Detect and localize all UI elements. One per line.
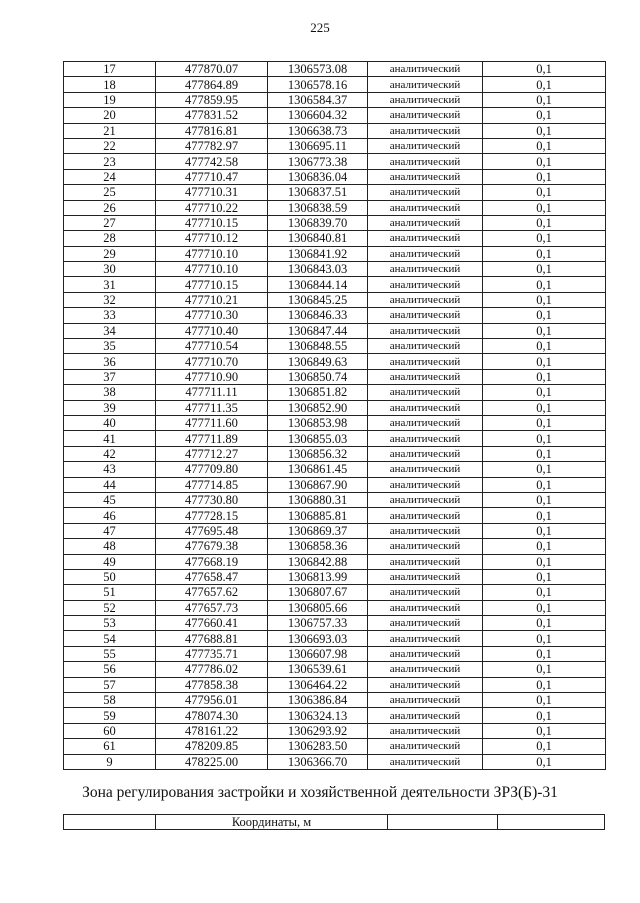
coord-x: 477735.71 bbox=[156, 646, 268, 661]
table-row bbox=[64, 693, 606, 708]
coord-x: 477711.11 bbox=[156, 385, 268, 400]
table-row bbox=[64, 554, 606, 569]
method: аналитический bbox=[368, 308, 483, 323]
point-number: 28 bbox=[64, 231, 156, 246]
method: аналитический bbox=[368, 369, 483, 384]
point-number: 27 bbox=[64, 215, 156, 230]
point-number: 17 bbox=[64, 62, 156, 77]
point-number: 31 bbox=[64, 277, 156, 292]
point-number: 22 bbox=[64, 138, 156, 153]
table-row bbox=[64, 415, 606, 430]
table-row bbox=[64, 600, 606, 615]
method: аналитический bbox=[368, 554, 483, 569]
coord-y: 1306837.51 bbox=[268, 185, 368, 200]
point-number: 60 bbox=[64, 723, 156, 738]
coord-x: 477658.47 bbox=[156, 569, 268, 584]
method: аналитический bbox=[368, 415, 483, 430]
coord-x: 477816.81 bbox=[156, 123, 268, 138]
accuracy: 0,1 bbox=[483, 339, 606, 354]
accuracy: 0,1 bbox=[483, 200, 606, 215]
coord-x: 477728.15 bbox=[156, 508, 268, 523]
coord-x: 477710.47 bbox=[156, 169, 268, 184]
coord-x: 477695.48 bbox=[156, 523, 268, 538]
coord-x: 477858.38 bbox=[156, 677, 268, 692]
coord-y: 1306846.33 bbox=[268, 308, 368, 323]
accuracy: 0,1 bbox=[483, 446, 606, 461]
coord-y: 1306848.55 bbox=[268, 339, 368, 354]
point-number: 34 bbox=[64, 323, 156, 338]
method: аналитический bbox=[368, 215, 483, 230]
coord-x: 477657.73 bbox=[156, 600, 268, 615]
coord-y: 1306843.03 bbox=[268, 262, 368, 277]
method: аналитический bbox=[368, 723, 483, 738]
point-number: 51 bbox=[64, 585, 156, 600]
method: аналитический bbox=[368, 662, 483, 677]
accuracy: 0,1 bbox=[483, 108, 606, 123]
accuracy: 0,1 bbox=[483, 415, 606, 430]
coord-y: 1306850.74 bbox=[268, 369, 368, 384]
coord-x: 477956.01 bbox=[156, 693, 268, 708]
coord-y: 1306607.98 bbox=[268, 646, 368, 661]
coord-x: 477709.80 bbox=[156, 462, 268, 477]
coord-x: 477710.10 bbox=[156, 246, 268, 261]
point-number: 33 bbox=[64, 308, 156, 323]
coord-x: 478161.22 bbox=[156, 723, 268, 738]
table-row bbox=[64, 539, 606, 554]
method: аналитический bbox=[368, 739, 483, 754]
accuracy: 0,1 bbox=[483, 631, 606, 646]
accuracy: 0,1 bbox=[483, 262, 606, 277]
table-row bbox=[64, 708, 606, 723]
coord-x: 477710.30 bbox=[156, 308, 268, 323]
coord-x: 477782.97 bbox=[156, 138, 268, 153]
table-row bbox=[64, 339, 606, 354]
table-row bbox=[64, 262, 606, 277]
coord-y: 1306539.61 bbox=[268, 662, 368, 677]
coord-x: 477710.15 bbox=[156, 215, 268, 230]
point-number: 49 bbox=[64, 554, 156, 569]
table-row bbox=[64, 646, 606, 661]
table-row bbox=[64, 354, 606, 369]
point-number: 43 bbox=[64, 462, 156, 477]
table-row bbox=[64, 431, 606, 446]
coord-x: 477660.41 bbox=[156, 616, 268, 631]
table-row bbox=[64, 154, 606, 169]
accuracy: 0,1 bbox=[483, 323, 606, 338]
coord-x: 477711.35 bbox=[156, 400, 268, 415]
accuracy: 0,1 bbox=[483, 539, 606, 554]
coord-y: 1306695.11 bbox=[268, 138, 368, 153]
coordinates-header-table bbox=[63, 814, 605, 830]
coord-x: 477710.54 bbox=[156, 339, 268, 354]
accuracy: 0,1 bbox=[483, 185, 606, 200]
table-row bbox=[64, 200, 606, 215]
coord-y: 1306858.36 bbox=[268, 539, 368, 554]
coord-y: 1306293.92 bbox=[268, 723, 368, 738]
page-number: 225 bbox=[310, 20, 330, 35]
accuracy: 0,1 bbox=[483, 600, 606, 615]
table-row bbox=[64, 92, 606, 107]
accuracy: 0,1 bbox=[483, 92, 606, 107]
coord-x: 477870.07 bbox=[156, 62, 268, 77]
method: аналитический bbox=[368, 569, 483, 584]
table-row bbox=[64, 508, 606, 523]
coord-x: 477668.19 bbox=[156, 554, 268, 569]
coord-y: 1306844.14 bbox=[268, 277, 368, 292]
method: аналитический bbox=[368, 262, 483, 277]
table-row bbox=[64, 616, 606, 631]
point-number: 54 bbox=[64, 631, 156, 646]
table-row bbox=[64, 477, 606, 492]
accuracy: 0,1 bbox=[483, 400, 606, 415]
method: аналитический bbox=[368, 246, 483, 261]
coord-y: 1306845.25 bbox=[268, 292, 368, 307]
accuracy: 0,1 bbox=[483, 616, 606, 631]
point-number: 48 bbox=[64, 539, 156, 554]
method: аналитический bbox=[368, 108, 483, 123]
method: аналитический bbox=[368, 462, 483, 477]
method: аналитический bbox=[368, 123, 483, 138]
table-row bbox=[64, 185, 606, 200]
coord-x: 477710.21 bbox=[156, 292, 268, 307]
method: аналитический bbox=[368, 385, 483, 400]
point-number: 20 bbox=[64, 108, 156, 123]
coord-x: 477710.15 bbox=[156, 277, 268, 292]
method: аналитический bbox=[368, 154, 483, 169]
method: аналитический bbox=[368, 492, 483, 507]
coord-x: 477710.22 bbox=[156, 200, 268, 215]
coord-x: 477688.81 bbox=[156, 631, 268, 646]
accuracy: 0,1 bbox=[483, 246, 606, 261]
method: аналитический bbox=[368, 585, 483, 600]
point-number: 9 bbox=[64, 754, 156, 769]
coord-x: 478074.30 bbox=[156, 708, 268, 723]
point-number: 24 bbox=[64, 169, 156, 184]
method: аналитический bbox=[368, 539, 483, 554]
coord-y: 1306861.45 bbox=[268, 462, 368, 477]
table-row bbox=[64, 62, 606, 77]
coord-x: 477831.52 bbox=[156, 108, 268, 123]
accuracy: 0,1 bbox=[483, 708, 606, 723]
coord-y: 1306842.88 bbox=[268, 554, 368, 569]
table-row bbox=[64, 292, 606, 307]
table-row bbox=[64, 585, 606, 600]
table-row bbox=[64, 323, 606, 338]
point-number: 26 bbox=[64, 200, 156, 215]
accuracy: 0,1 bbox=[483, 354, 606, 369]
point-number: 53 bbox=[64, 616, 156, 631]
method: аналитический bbox=[368, 523, 483, 538]
method: аналитический bbox=[368, 292, 483, 307]
method: аналитический bbox=[368, 354, 483, 369]
accuracy: 0,1 bbox=[483, 693, 606, 708]
coord-y: 1306849.63 bbox=[268, 354, 368, 369]
coord-y: 1306813.99 bbox=[268, 569, 368, 584]
table-row bbox=[64, 169, 606, 184]
method: аналитический bbox=[368, 323, 483, 338]
method: аналитический bbox=[368, 616, 483, 631]
method: аналитический bbox=[368, 138, 483, 153]
coord-y: 1306885.81 bbox=[268, 508, 368, 523]
method: аналитический bbox=[368, 231, 483, 246]
coord-y: 1306847.44 bbox=[268, 323, 368, 338]
point-number: 21 bbox=[64, 123, 156, 138]
method: аналитический bbox=[368, 62, 483, 77]
coord-y: 1306464.22 bbox=[268, 677, 368, 692]
coord-x: 477657.62 bbox=[156, 585, 268, 600]
coord-x: 477711.89 bbox=[156, 431, 268, 446]
point-number: 18 bbox=[64, 77, 156, 92]
table-row bbox=[64, 662, 606, 677]
method: аналитический bbox=[368, 77, 483, 92]
table-row bbox=[64, 754, 606, 769]
table-cell bbox=[388, 815, 498, 830]
method: аналитический bbox=[368, 277, 483, 292]
method: аналитический bbox=[368, 600, 483, 615]
point-number: 42 bbox=[64, 446, 156, 461]
table-row bbox=[64, 492, 606, 507]
coord-y: 1306851.82 bbox=[268, 385, 368, 400]
accuracy: 0,1 bbox=[483, 62, 606, 77]
coord-y: 1306638.73 bbox=[268, 123, 368, 138]
table-row bbox=[64, 400, 606, 415]
table-row bbox=[64, 308, 606, 323]
coord-y: 1306584.37 bbox=[268, 92, 368, 107]
accuracy: 0,1 bbox=[483, 523, 606, 538]
accuracy: 0,1 bbox=[483, 462, 606, 477]
table-row bbox=[64, 631, 606, 646]
point-number: 56 bbox=[64, 662, 156, 677]
point-number: 61 bbox=[64, 739, 156, 754]
coord-y: 1306839.70 bbox=[268, 215, 368, 230]
table-row bbox=[64, 369, 606, 384]
coord-x: 477710.90 bbox=[156, 369, 268, 384]
method: аналитический bbox=[368, 92, 483, 107]
table-row bbox=[64, 215, 606, 230]
accuracy: 0,1 bbox=[483, 277, 606, 292]
coord-x: 477730.80 bbox=[156, 492, 268, 507]
coord-y: 1306757.33 bbox=[268, 616, 368, 631]
accuracy: 0,1 bbox=[483, 554, 606, 569]
table-row bbox=[64, 446, 606, 461]
accuracy: 0,1 bbox=[483, 569, 606, 584]
coord-x: 477711.60 bbox=[156, 415, 268, 430]
coord-y: 1306573.08 bbox=[268, 62, 368, 77]
accuracy: 0,1 bbox=[483, 492, 606, 507]
accuracy: 0,1 bbox=[483, 723, 606, 738]
method: аналитический bbox=[368, 754, 483, 769]
section-title: Зона регулирования застройки и хозяйственной деятельности ЗРЗ(Б)-31 bbox=[82, 784, 558, 801]
accuracy: 0,1 bbox=[483, 646, 606, 661]
accuracy: 0,1 bbox=[483, 431, 606, 446]
coord-y: 1306853.98 bbox=[268, 415, 368, 430]
table-row bbox=[64, 138, 606, 153]
coord-y: 1306841.92 bbox=[268, 246, 368, 261]
method: аналитический bbox=[368, 431, 483, 446]
coord-x: 477712.27 bbox=[156, 446, 268, 461]
table-row bbox=[64, 246, 606, 261]
table-row bbox=[64, 815, 605, 830]
point-number: 57 bbox=[64, 677, 156, 692]
coord-x: 478225.00 bbox=[156, 754, 268, 769]
accuracy: 0,1 bbox=[483, 215, 606, 230]
method: аналитический bbox=[368, 693, 483, 708]
coord-x: 477710.12 bbox=[156, 231, 268, 246]
point-number: 29 bbox=[64, 246, 156, 261]
table-row bbox=[64, 77, 606, 92]
table-row bbox=[64, 231, 606, 246]
accuracy: 0,1 bbox=[483, 662, 606, 677]
point-number: 50 bbox=[64, 569, 156, 584]
method: аналитический bbox=[368, 185, 483, 200]
method: аналитический bbox=[368, 169, 483, 184]
point-number: 55 bbox=[64, 646, 156, 661]
point-number: 41 bbox=[64, 431, 156, 446]
table-row bbox=[64, 385, 606, 400]
coord-y: 1306856.32 bbox=[268, 446, 368, 461]
point-number: 19 bbox=[64, 92, 156, 107]
coord-y: 1306840.81 bbox=[268, 231, 368, 246]
point-number: 35 bbox=[64, 339, 156, 354]
coord-y: 1306283.50 bbox=[268, 739, 368, 754]
table-row bbox=[64, 523, 606, 538]
method: аналитический bbox=[368, 200, 483, 215]
point-number: 40 bbox=[64, 415, 156, 430]
accuracy: 0,1 bbox=[483, 308, 606, 323]
accuracy: 0,1 bbox=[483, 138, 606, 153]
table-row bbox=[64, 677, 606, 692]
coord-x: 477679.38 bbox=[156, 539, 268, 554]
accuracy: 0,1 bbox=[483, 477, 606, 492]
accuracy: 0,1 bbox=[483, 292, 606, 307]
accuracy: 0,1 bbox=[483, 508, 606, 523]
coordinates-table bbox=[63, 61, 606, 770]
method: аналитический bbox=[368, 677, 483, 692]
accuracy: 0,1 bbox=[483, 754, 606, 769]
accuracy: 0,1 bbox=[483, 385, 606, 400]
table-cell bbox=[498, 815, 605, 830]
method: аналитический bbox=[368, 400, 483, 415]
accuracy: 0,1 bbox=[483, 585, 606, 600]
point-number: 38 bbox=[64, 385, 156, 400]
point-number: 46 bbox=[64, 508, 156, 523]
coord-x: 477710.70 bbox=[156, 354, 268, 369]
coord-x: 477710.10 bbox=[156, 262, 268, 277]
accuracy: 0,1 bbox=[483, 77, 606, 92]
point-number: 59 bbox=[64, 708, 156, 723]
coord-y: 1306805.66 bbox=[268, 600, 368, 615]
coord-x: 477864.89 bbox=[156, 77, 268, 92]
table-row bbox=[64, 108, 606, 123]
accuracy: 0,1 bbox=[483, 369, 606, 384]
method: аналитический bbox=[368, 708, 483, 723]
table-row bbox=[64, 569, 606, 584]
coord-y: 1306807.67 bbox=[268, 585, 368, 600]
accuracy: 0,1 bbox=[483, 739, 606, 754]
table-row bbox=[64, 723, 606, 738]
point-number: 44 bbox=[64, 477, 156, 492]
coord-x: 477786.02 bbox=[156, 662, 268, 677]
coord-x: 477742.58 bbox=[156, 154, 268, 169]
point-number: 45 bbox=[64, 492, 156, 507]
method: аналитический bbox=[368, 339, 483, 354]
accuracy: 0,1 bbox=[483, 169, 606, 184]
coord-y: 1306366.70 bbox=[268, 754, 368, 769]
coord-y: 1306880.31 bbox=[268, 492, 368, 507]
table-row bbox=[64, 739, 606, 754]
coord-y: 1306324.13 bbox=[268, 708, 368, 723]
accuracy: 0,1 bbox=[483, 123, 606, 138]
coord-x: 477859.95 bbox=[156, 92, 268, 107]
coordinates-header: Координаты, м bbox=[156, 815, 388, 830]
table-cell bbox=[64, 815, 156, 830]
coord-y: 1306578.16 bbox=[268, 77, 368, 92]
table-row bbox=[64, 277, 606, 292]
method: аналитический bbox=[368, 446, 483, 461]
point-number: 25 bbox=[64, 185, 156, 200]
coord-y: 1306693.03 bbox=[268, 631, 368, 646]
point-number: 47 bbox=[64, 523, 156, 538]
coord-y: 1306773.38 bbox=[268, 154, 368, 169]
point-number: 32 bbox=[64, 292, 156, 307]
coord-x: 477710.40 bbox=[156, 323, 268, 338]
accuracy: 0,1 bbox=[483, 677, 606, 692]
method: аналитический bbox=[368, 646, 483, 661]
point-number: 23 bbox=[64, 154, 156, 169]
accuracy: 0,1 bbox=[483, 154, 606, 169]
coord-y: 1306869.37 bbox=[268, 523, 368, 538]
point-number: 58 bbox=[64, 693, 156, 708]
point-number: 36 bbox=[64, 354, 156, 369]
coordinates-table-body bbox=[64, 62, 606, 770]
point-number: 30 bbox=[64, 262, 156, 277]
method: аналитический bbox=[368, 631, 483, 646]
coord-y: 1306604.32 bbox=[268, 108, 368, 123]
accuracy: 0,1 bbox=[483, 231, 606, 246]
method: аналитический bbox=[368, 508, 483, 523]
table-row bbox=[64, 462, 606, 477]
coord-x: 477714.85 bbox=[156, 477, 268, 492]
point-number: 37 bbox=[64, 369, 156, 384]
coord-y: 1306836.04 bbox=[268, 169, 368, 184]
coord-y: 1306838.59 bbox=[268, 200, 368, 215]
point-number: 52 bbox=[64, 600, 156, 615]
coord-y: 1306855.03 bbox=[268, 431, 368, 446]
coord-y: 1306852.90 bbox=[268, 400, 368, 415]
coord-y: 1306867.90 bbox=[268, 477, 368, 492]
point-number: 39 bbox=[64, 400, 156, 415]
coord-x: 478209.85 bbox=[156, 739, 268, 754]
method: аналитический bbox=[368, 477, 483, 492]
table-row bbox=[64, 123, 606, 138]
coord-x: 477710.31 bbox=[156, 185, 268, 200]
coord-y: 1306386.84 bbox=[268, 693, 368, 708]
